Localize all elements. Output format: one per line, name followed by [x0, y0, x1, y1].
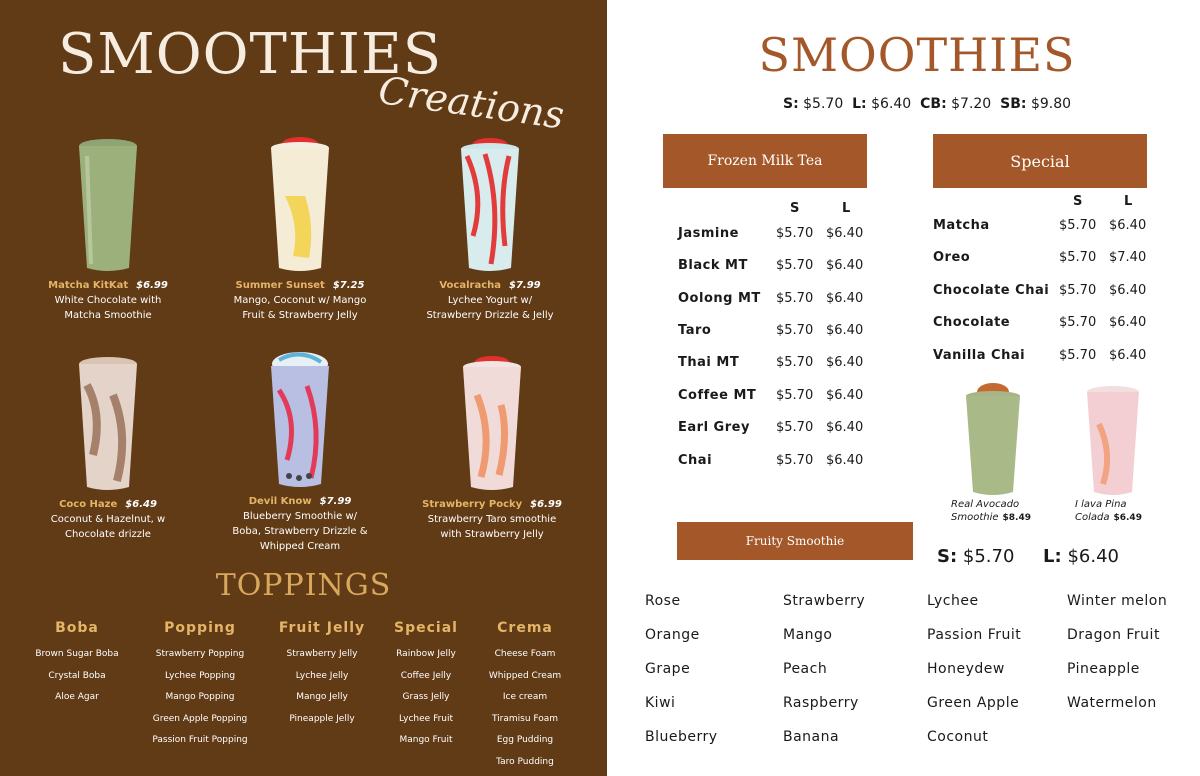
topping-item: Aloe Agar: [55, 692, 99, 702]
drink-card-matcha-kitkat: [18, 136, 198, 323]
drink-price: $6.99: [136, 280, 168, 291]
special-col-s: S: [1073, 194, 1083, 209]
fruit-flavor-item: Pineapple: [1067, 661, 1140, 677]
toppings-column-popping: [140, 620, 260, 752]
fruit-flavor-item: Blueberry: [645, 729, 718, 745]
drink-name: Strawberry Pocky: [422, 499, 523, 510]
summer-sunset-image: [265, 136, 335, 274]
toppings-title: TOPPINGS: [215, 568, 392, 603]
toppings-header: Boba: [55, 620, 99, 636]
toppings-header: Crema: [497, 620, 553, 636]
topping-item: Passion Fruit Popping: [152, 735, 248, 745]
topping-item: Tiramisu Foam: [491, 713, 559, 724]
topping-item: Rainbow Jelly: [396, 649, 456, 659]
drink-description: Mango, Coconut w/ Mango Fruit & Strawberry Jelly: [233, 295, 367, 321]
topping-item: Strawberry Popping: [155, 649, 245, 659]
fruit-flavor-item: Grape: [645, 661, 691, 677]
topping-item: Lychee Fruit: [398, 713, 454, 724]
creations-subtitle: Creations: [375, 68, 567, 138]
topping-item: Egg Pudding: [496, 735, 554, 745]
fruit-flavor-item: Peach: [783, 661, 828, 677]
drink-name: Vocalracha: [439, 280, 501, 291]
drink-description: Blueberry Smoothie w/ Boba, Strawberry Drizzle & Whipped Cream: [232, 511, 368, 552]
topping-item: Mango Jelly: [296, 692, 348, 702]
toppings-column-crema: [478, 620, 572, 773]
drink-card-devil-know: [210, 350, 390, 554]
fruit-flavor-item: Mango: [783, 627, 833, 643]
drink-price: $6.99: [530, 499, 562, 510]
fruity-smoothie-banner: Fruity Smoothie: [677, 522, 913, 560]
fruit-flavor-item: Watermelon: [1067, 695, 1157, 711]
drink-description: Coconut & Hazelnut, w Chocolate drizzle: [50, 514, 166, 540]
fruit-flavor-item: Raspberry: [783, 695, 859, 711]
toppings-header: Fruit Jelly: [278, 620, 366, 636]
fruit-flavor-item: Strawberry: [783, 593, 866, 609]
drink-card-vocalracha: [400, 136, 580, 323]
toppings-column-boba: [22, 620, 132, 709]
drink-card-coco-haze: [18, 355, 198, 542]
smoothies-title: SMOOTHIES: [758, 28, 1076, 82]
topping-item: Mango Popping: [165, 692, 235, 702]
toppings-column-fruit-jelly: [272, 620, 372, 730]
drink-description: White Chocolate with Matcha Smoothie: [54, 295, 162, 321]
fruit-flavor-item: Rose: [645, 593, 681, 609]
fruity-price-line: S: $5.70 L: $6.40: [937, 546, 1119, 567]
drink-price: $6.49: [125, 499, 157, 510]
fruit-flavor-item: Orange: [645, 627, 700, 643]
drink-description: Strawberry Taro smoothie with Strawberry Jelly: [427, 514, 557, 540]
topping-item: Coffee Jelly: [400, 670, 452, 681]
drink-price: $7.25: [332, 280, 365, 291]
creations-title: SMOOTHIES: [58, 22, 443, 87]
smoothies-menu-panel: SMOOTHIES S: $5.70 L: $6.40 CB: $7.20 SB: $9.80 Frozen Milk Tea S L Jasmine $5.70 $6.40 Black MT $5.70 $6.40 Oolong MT $5.70 $6.40 Taro $5.70 $6.40 Thai MT $5.70 $6.40 Coffee MT $5.70 $6.40 Earl Grey $5.70 $6.40 Chai $5.70 $6.40 Special S L Matcha $5.70 $6.40 Oreo $5.70 $7.40 Chocolate Chai $5.70 $6.40 Chocolate $5.70 $6.40 Vanilla Chai $5.70 $6.40 Real Avocado Smoothie $8.49 I lava Pina Colada $6.49 Fruity Smoothie S: $5.70 L: $6.40 Rose Strawberry Lychee Winter melon Orange Mango Passion Fruit Dragon Fruit Grape Peach Honeydew Pineapple Kiwi Raspberry Green Apple Watermelon Blueberry Banana Coconut: [607, 0, 1200, 776]
fruit-flavor-item: Green Apple: [927, 695, 1020, 711]
special-col-l: L: [1124, 194, 1133, 209]
strawberry-pocky-image: [457, 355, 527, 493]
frozen-col-s: S: [790, 201, 800, 216]
topping-item: Green Apple Popping: [152, 713, 248, 724]
pina-colada-image: [1083, 384, 1143, 498]
topping-item: Taro Pudding: [496, 756, 554, 767]
drink-price: $7.99: [319, 496, 352, 507]
fruit-flavor-item: Banana: [783, 729, 840, 745]
fruit-flavor-item: Lychee: [927, 593, 979, 609]
topping-item: Ice cream: [502, 692, 548, 702]
coco-haze-image: [73, 355, 143, 493]
topping-item: Grass Jelly: [402, 692, 450, 702]
topping-item: Lychee Jelly: [295, 670, 349, 681]
special-banner: Special: [933, 134, 1147, 188]
fruit-flavor-item: Passion Fruit: [927, 627, 1022, 643]
size-price-line: S: $5.70 L: $6.40 CB: $7.20 SB: $9.80: [783, 96, 1072, 112]
avocado-smoothie-image: [961, 382, 1025, 498]
drink-description: Lychee Yogurt w/ Strawberry Drizzle & Jelly: [426, 295, 554, 321]
toppings-header: Special: [394, 620, 458, 636]
toppings-header: Popping: [164, 620, 236, 636]
drink-name: Summer Sunset: [235, 280, 325, 291]
topping-item: Crystal Boba: [48, 670, 106, 681]
fruit-flavor-item: Kiwi: [645, 695, 676, 711]
topping-item: Mango Fruit: [399, 735, 453, 745]
special-drink-pina-colada: [1075, 384, 1185, 525]
drink-card-summer-sunset: [210, 136, 390, 323]
drink-name: Coco Haze: [59, 499, 118, 510]
fruit-flavor-item: Coconut: [927, 729, 989, 745]
special-drink-avocado: [951, 382, 1061, 525]
special-drink-caption: Real Avocado Smoothie $8.49: [951, 499, 1031, 523]
frozen-milk-tea-banner: Frozen Milk Tea: [663, 134, 867, 188]
topping-item: Strawberry Jelly: [286, 649, 358, 659]
special-drink-caption: I lava Pina Colada $6.49: [1075, 499, 1142, 523]
drink-price: $7.99: [509, 280, 541, 291]
vocalracha-image: [455, 136, 525, 274]
fruit-flavor-item: Winter melon: [1067, 593, 1168, 609]
topping-item: Lychee Popping: [164, 670, 236, 681]
toppings-column-special: [381, 620, 471, 752]
drink-name: Devil Know: [248, 496, 312, 507]
matcha-smoothie-image: [73, 136, 143, 274]
topping-item: Pineapple Jelly: [289, 713, 355, 724]
fruit-flavor-item: Dragon Fruit: [1067, 627, 1160, 643]
drink-name: Matcha KitKat: [48, 280, 129, 291]
topping-item: Brown Sugar Boba: [35, 649, 119, 659]
topping-item: Cheese Foam: [494, 649, 556, 659]
devil-know-image: [265, 350, 335, 490]
fruit-flavor-item: Honeydew: [927, 661, 1005, 677]
frozen-col-l: L: [842, 201, 851, 216]
drink-card-strawberry-pocky: [402, 355, 582, 542]
topping-item: Whipped Cream: [488, 670, 562, 681]
